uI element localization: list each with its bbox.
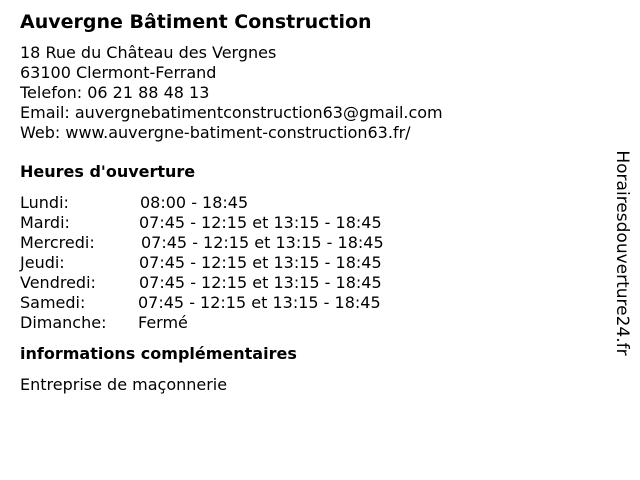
hours-row-samedi bbox=[20, 293, 600, 313]
hours-heading: Heures d'ouverture bbox=[20, 162, 196, 181]
day-label: Lundi: bbox=[20, 193, 69, 212]
hours-row-mardi bbox=[20, 213, 600, 233]
extra-info-heading: informations complémentaires bbox=[20, 344, 297, 363]
day-label: Vendredi: bbox=[20, 273, 96, 292]
site-watermark: Horairesdouverture24.fr bbox=[612, 150, 632, 356]
day-label: Mercredi: bbox=[20, 233, 95, 252]
hours-row-lundi bbox=[20, 193, 600, 213]
business-card bbox=[20, 10, 600, 395]
time-range: 07:45 - 12:15 et 13:15 - 18:45 bbox=[141, 233, 384, 252]
time-range: 08:00 - 18:45 bbox=[140, 193, 249, 212]
hours-row-dimanche bbox=[20, 313, 600, 333]
street-address: 18 Rue du Château des Vergnes bbox=[20, 43, 277, 62]
day-label: Dimanche: bbox=[20, 313, 107, 332]
website-url: Web: www.auvergne-batiment-construction63.fr/ bbox=[20, 123, 411, 142]
address-block bbox=[20, 43, 600, 143]
day-label: Jeudi: bbox=[20, 253, 65, 272]
email-address: Email: auvergnebatimentconstruction63@gmail.com bbox=[20, 103, 443, 122]
phone-number: Telefon: 06 21 88 48 13 bbox=[20, 83, 210, 102]
business-name: Auvergne Bâtiment Construction bbox=[20, 11, 372, 33]
city-address: 63100 Clermont-Ferrand bbox=[20, 63, 217, 82]
time-range: 07:45 - 12:15 et 13:15 - 18:45 bbox=[139, 273, 382, 292]
hours-row-jeudi bbox=[20, 253, 600, 273]
time-range: 07:45 - 12:15 et 13:15 - 18:45 bbox=[139, 253, 382, 272]
time-range: Fermé bbox=[138, 313, 188, 332]
day-label: Samedi: bbox=[20, 293, 86, 312]
hours-row-mercredi bbox=[20, 233, 600, 253]
hours-table bbox=[20, 193, 600, 333]
day-label: Mardi: bbox=[20, 213, 70, 232]
hours-row-vendredi bbox=[20, 273, 600, 293]
business-category: Entreprise de maçonnerie bbox=[20, 375, 228, 394]
time-range: 07:45 - 12:15 et 13:15 - 18:45 bbox=[139, 213, 382, 232]
time-range: 07:45 - 12:15 et 13:15 - 18:45 bbox=[138, 293, 381, 312]
